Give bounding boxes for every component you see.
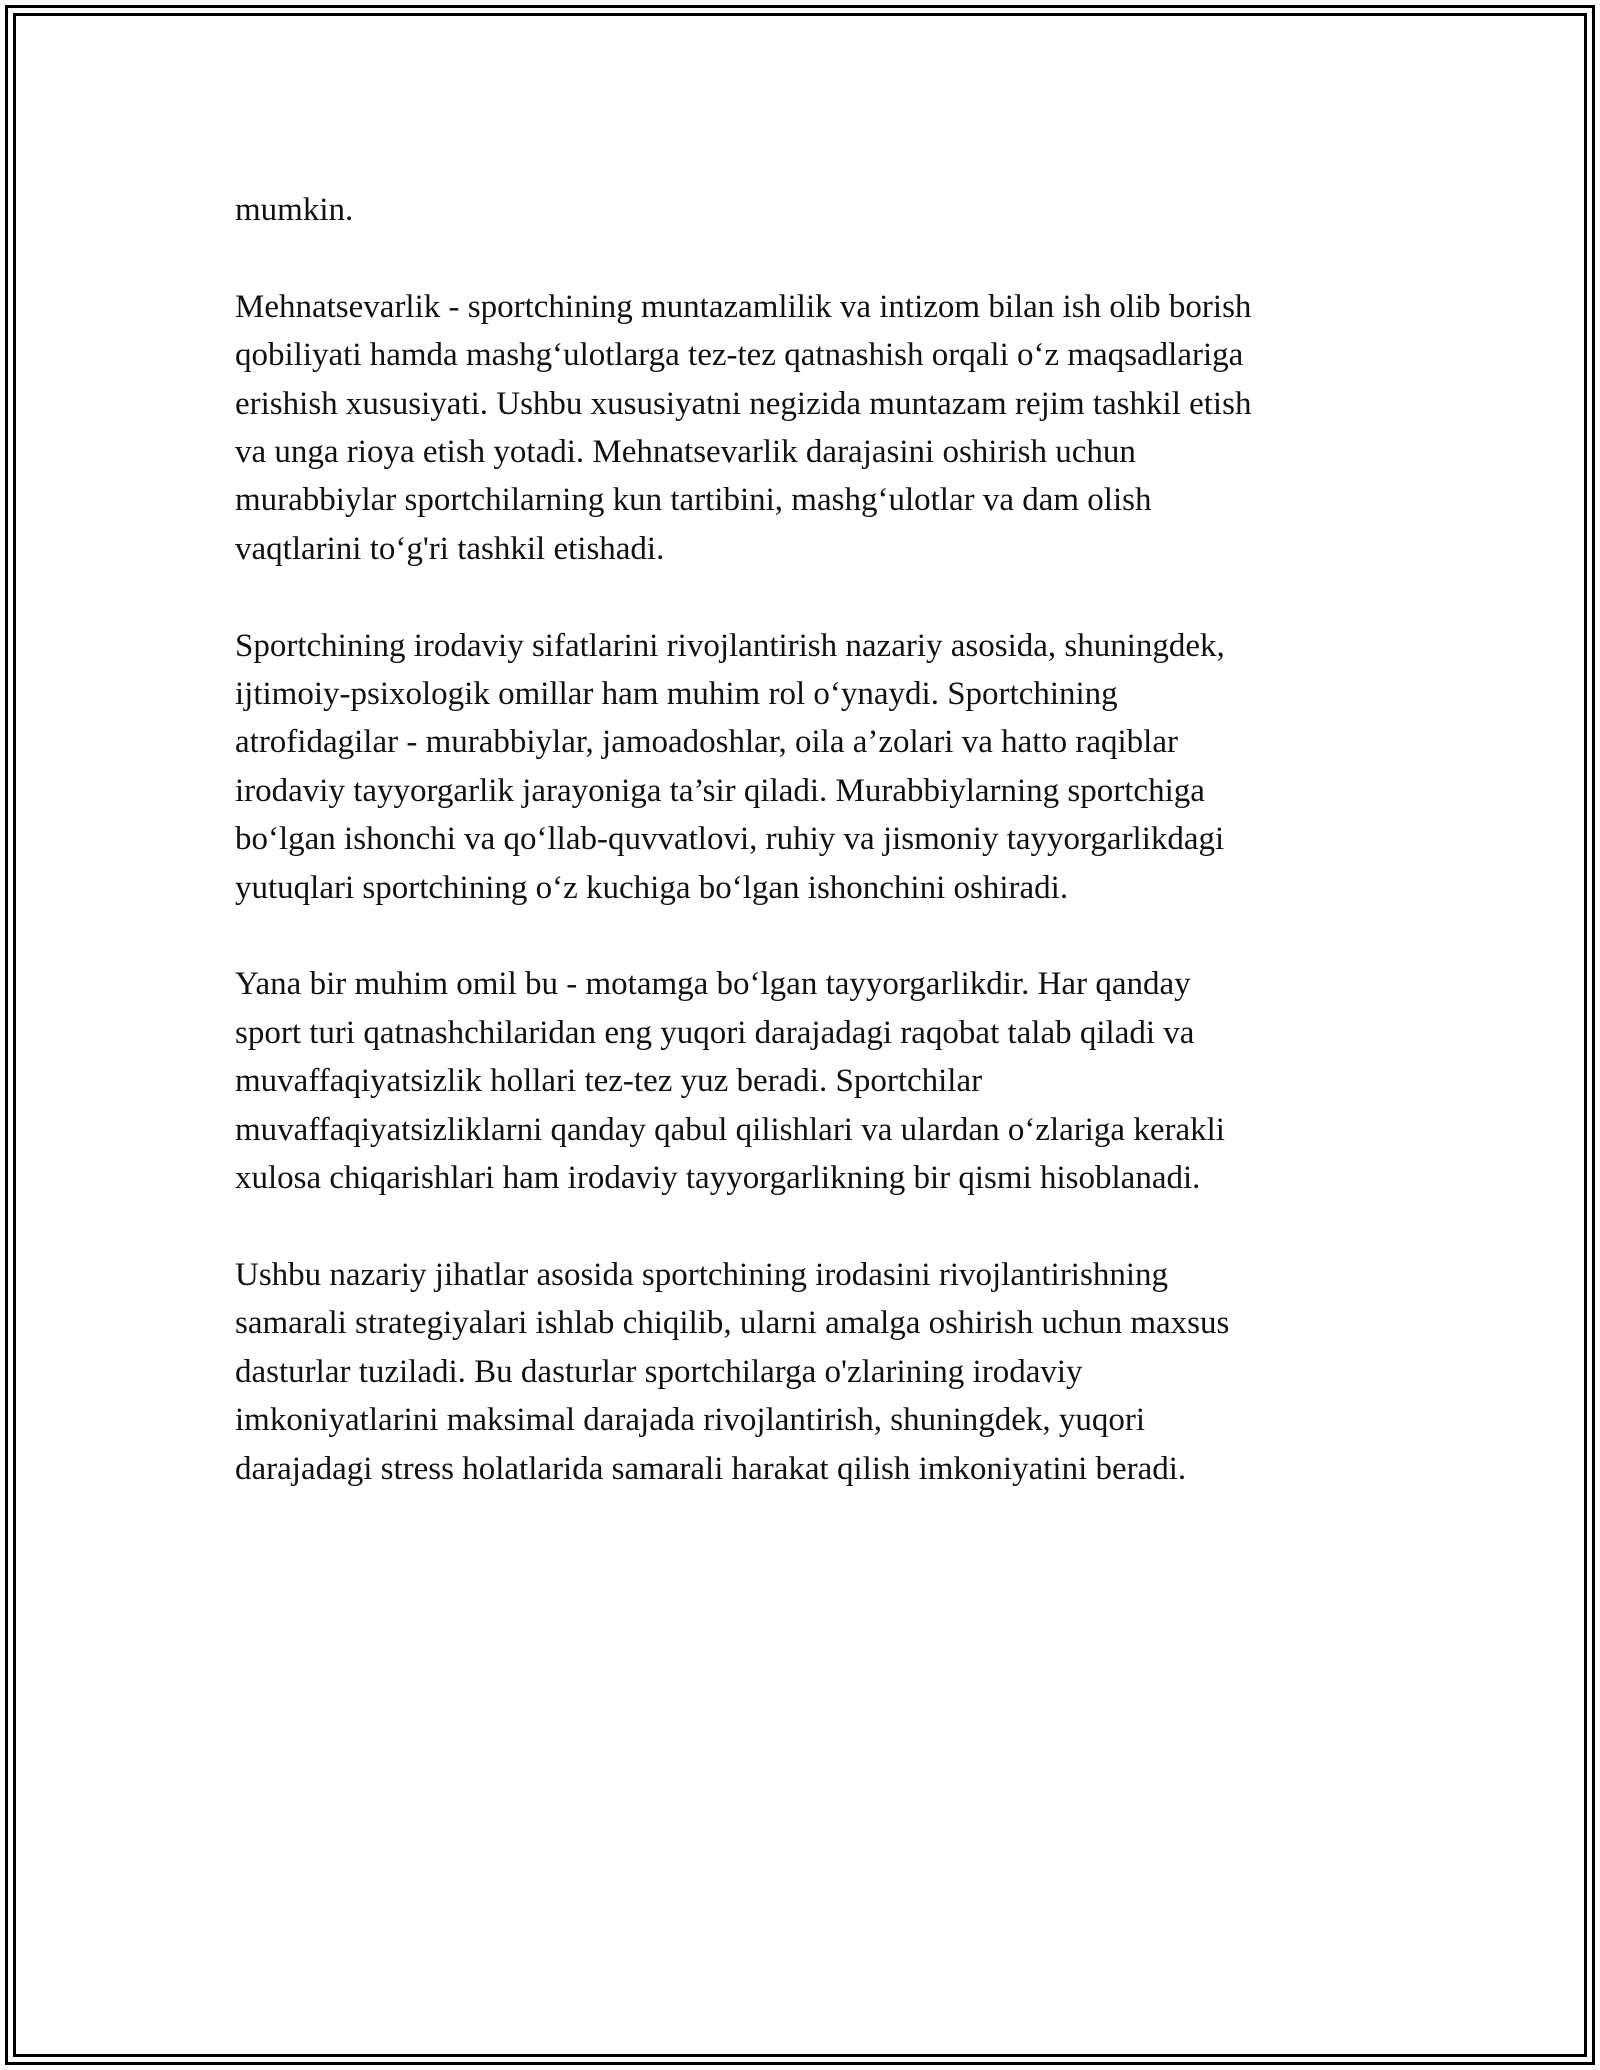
paragraph-mehnatsevarlik: Mehnatsevarlik - sportchining muntazamlilik va intizom bilan ish olib borish qobiliyati hamda mashg‘ulotlarga tez-tez qatnashish orqali o‘z maqsadlariga erishish xususiyati. Ushbu xususiyatni negizida muntazam rejim tashkil etish va unga rioya etish yotadi. Mehnatsevarlik darajasini oshirish uchun murabbiylar sportchilarning kun tartibini, mashg‘ulotlar va dam olish vaqtlarini to‘g'ri tashkil etishadi. xyxy=(235,288,1252,567)
paragraph-failure-preparedness: Yana bir muhim omil bu - motamga bo‘lgan tayyorgarlikdir. Har qanday sport turi qatnashchilaridan eng yuqori darajadagi raqobat talab qiladi va muvaffaqiyatsizlik hollari tez-tez yuz beradi. Sportchilar muvaffaqiyatsizliklarni qanday qabul qilishlari va ulardan o‘zlariga kerakli xulosa chiqarishlari ham irodaviy tayyorgarlikning bir qismi hisoblanadi. xyxy=(235,966,1225,1197)
paragraph-social-psychological-factors: Sportchining irodaviy sifatlarini rivojlantirish nazariy asosida, shuningdek, ijtimoiy-psixologik omillar ham muhim rol o‘ynaydi. Sportchining atrofidagilar - murabbiylar, jamoadoshlar, oila a’zolari va hatto raqiblar irodaviy tayyorgarlik jarayoniga ta’sir qiladi. Murabbiylarning sportchiga bo‘lgan ishonchi va qo‘llab-quvvatlovi, ruhiy va jismoniy tayyorgarlikdagi yutuqlari sportchining o‘z kuchiga bo‘lgan ishonchini oshiradi. xyxy=(235,627,1225,906)
paragraph-continuation: mumkin. xyxy=(235,192,354,228)
paragraph-strategies: Ushbu nazariy jihatlar asosida sportchining irodasini rivojlantirishning samarali strategiyalari ishlab chiqilib, ularni amalga oshirish uchun maxsus dasturlar tuziladi. Bu dasturlar sportchilarga o'zlarining irodaviy imkoniyatlarini maksimal darajada rivojlantirish, shuningdek, yuqori darajadagi stress holatlarida samarali harakat qilish imkoniyatini beradi. xyxy=(235,1256,1230,1487)
document-body xyxy=(235,186,1385,1541)
